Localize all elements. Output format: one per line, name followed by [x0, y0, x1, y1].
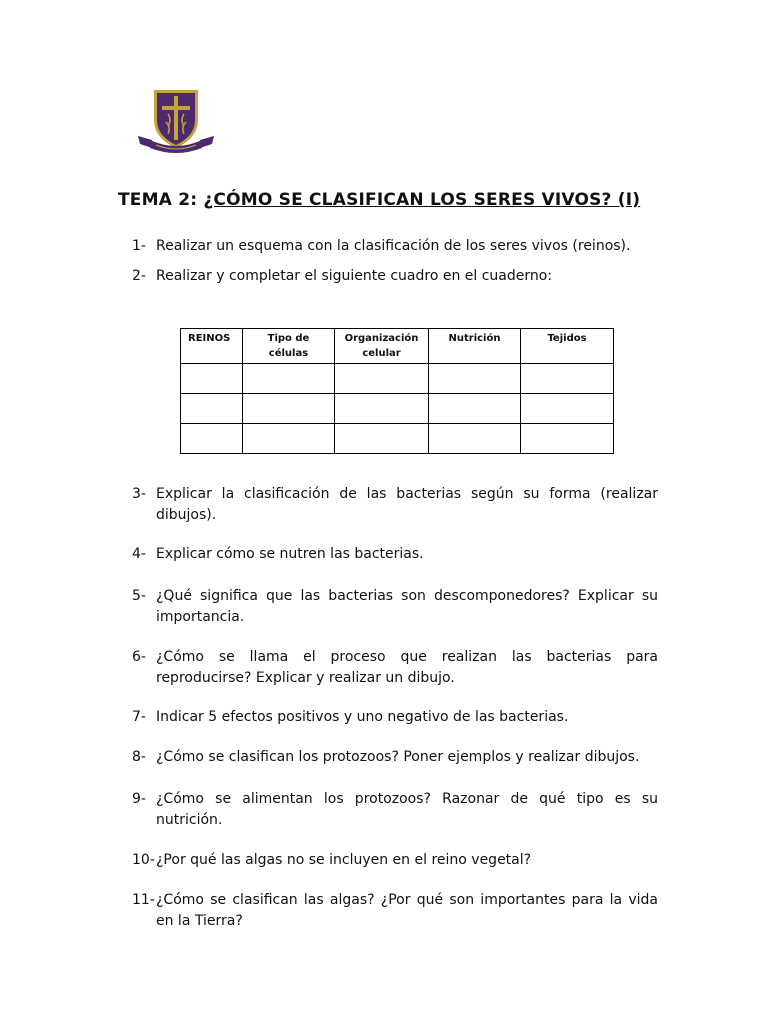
item-text: Explicar la clasificación de las bacterias según su forma (realizar dibujos).: [156, 486, 658, 523]
table-cell: [521, 394, 614, 424]
table-cell: [521, 364, 614, 394]
table-cell: [335, 394, 429, 424]
table-header-row: [181, 329, 614, 364]
table-cell: [521, 424, 614, 454]
table-cell: [181, 424, 243, 454]
item-number: 3-: [132, 486, 146, 502]
list-item-9: [132, 789, 658, 831]
school-crest-logo: [136, 86, 216, 158]
item-number: 7-: [132, 709, 146, 725]
table-cell: [243, 424, 335, 454]
item-number: 8-: [132, 749, 146, 765]
list-item-3: [132, 484, 658, 526]
item-number: 5-: [132, 588, 146, 604]
title-prefix: TEMA 2:: [118, 190, 204, 210]
table-cell: [429, 394, 521, 424]
title-main: ¿CÓMO SE CLASIFICAN LOS SERES VIVOS? (I): [203, 190, 641, 210]
table-row: [181, 424, 614, 454]
item-number: 9-: [132, 791, 146, 807]
classification-table: [180, 328, 614, 454]
header-organizacion-celular: Organización celular: [335, 329, 429, 364]
item-text: Explicar cómo se nutren las bacterias.: [156, 546, 424, 562]
item-text: ¿Cómo se clasifican las algas? ¿Por qué son importantes para la vida en la Tierra?: [156, 892, 658, 929]
item-text: ¿Cómo se clasifican los protozoos? Poner ejemplos y realizar dibujos.: [156, 749, 640, 765]
table-row: [181, 364, 614, 394]
item-text: ¿Por qué las algas no se incluyen en el reino vegetal?: [156, 852, 532, 868]
header-tipo-celulas: Tipo de células: [243, 329, 335, 364]
list-item-1: [132, 236, 658, 257]
table-row: [181, 394, 614, 424]
item-number: 2-: [132, 268, 146, 284]
item-number: 10-: [132, 852, 155, 868]
table-cell: [335, 424, 429, 454]
table-cell: [243, 394, 335, 424]
list-item-7: [132, 707, 658, 728]
table-cell: [429, 424, 521, 454]
item-number: 1-: [132, 238, 146, 254]
item-text: ¿Cómo se llama el proceso que realizan las bacterias para reproducirse? Explicar y realizar un dibujo.: [156, 649, 658, 686]
table-cell: [181, 364, 243, 394]
page-title: [118, 190, 640, 210]
list-item-2: [132, 266, 658, 287]
header-tejidos: Tejidos: [521, 329, 614, 364]
item-text: ¿Cómo se alimentan los protozoos? Razonar de qué tipo es su nutrición.: [156, 791, 658, 828]
list-item-5: [132, 586, 658, 628]
list-item-4: [132, 544, 658, 565]
table-cell: [181, 394, 243, 424]
item-number: 11-: [132, 892, 155, 908]
header-reinos: REINOS: [181, 329, 243, 364]
item-text: Realizar y completar el siguiente cuadro en el cuaderno:: [156, 268, 553, 284]
header-nutricion: Nutrición: [429, 329, 521, 364]
list-item-11: [132, 890, 658, 932]
table-cell: [429, 364, 521, 394]
item-number: 4-: [132, 546, 146, 562]
item-text: Realizar un esquema con la clasificación de los seres vivos (reinos).: [156, 238, 631, 254]
item-text: ¿Qué significa que las bacterias son descomponedores? Explicar su importancia.: [156, 588, 658, 625]
item-number: 6-: [132, 649, 146, 665]
item-text: Indicar 5 efectos positivos y uno negativo de las bacterias.: [156, 709, 569, 725]
list-item-8: [132, 747, 658, 768]
list-item-6: [132, 647, 658, 689]
list-item-10: [132, 850, 658, 871]
table-cell: [243, 364, 335, 394]
table-cell: [335, 364, 429, 394]
